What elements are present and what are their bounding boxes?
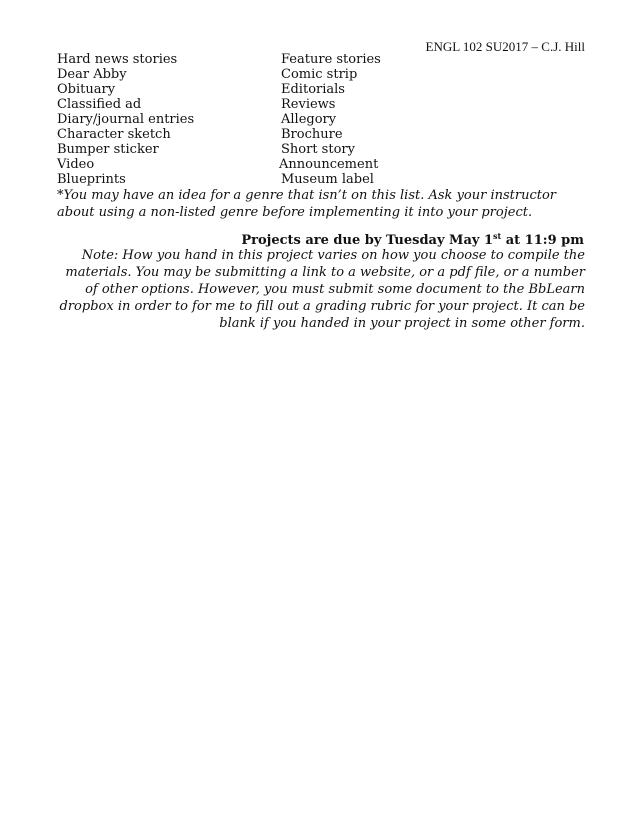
genre-item: Bumper sticker [57, 142, 159, 157]
due-date-ordinal: st [493, 231, 502, 241]
genre-row [57, 97, 587, 112]
genre-item: Museum label [281, 172, 374, 187]
course-header: ENGL 102 SU2017 – C.J. Hill [425, 39, 585, 54]
genre-item: Video [57, 157, 95, 172]
genre-item: Brochure [281, 127, 343, 142]
genre-item: Reviews [281, 97, 336, 112]
genre-note: *You may have an idea for a genre that isn’t on this list. Ask your instructor about using a non-listed genre before implementing it into your project. [57, 188, 557, 220]
genre-row [57, 157, 587, 172]
genre-row [57, 142, 587, 157]
genre-item: Blueprints [57, 172, 126, 187]
genre-row [57, 112, 587, 127]
genre-item: Dear Abby [57, 67, 127, 82]
submission-note: Note: How you hand in this project varies on how you choose to compile the materials. You may be submitting a link to a website, or a pdf file, or a number of other options. However, you must submit some document to the BbLearn dropbox in order to for me to fill out a grading rubric for your project. It can be blank if you handed in your project in some other form. [59, 248, 585, 331]
genre-list [57, 52, 587, 187]
genre-item: Editorials [281, 82, 345, 97]
genre-item: Allegory [281, 112, 337, 127]
genre-item: Classified ad [57, 97, 142, 112]
genre-item: Comic strip [281, 67, 358, 82]
genre-item: Hard news stories [57, 52, 178, 67]
genre-item: Diary/journal entries [57, 112, 195, 127]
genre-item: Character sketch [57, 127, 171, 142]
genre-row [57, 172, 587, 187]
genre-item: Obituary [57, 82, 116, 97]
due-date-prefix: Projects are due by Tuesday May 1 [241, 233, 493, 248]
genre-row [57, 67, 587, 82]
genre-item: Short story [281, 142, 355, 157]
due-date-time: at 11:9 pm [501, 233, 584, 248]
genre-item: Feature stories [281, 52, 381, 67]
genre-row [57, 127, 587, 142]
genre-row [57, 82, 587, 97]
genre-row [57, 52, 587, 67]
genre-item: Announcement [279, 157, 379, 172]
